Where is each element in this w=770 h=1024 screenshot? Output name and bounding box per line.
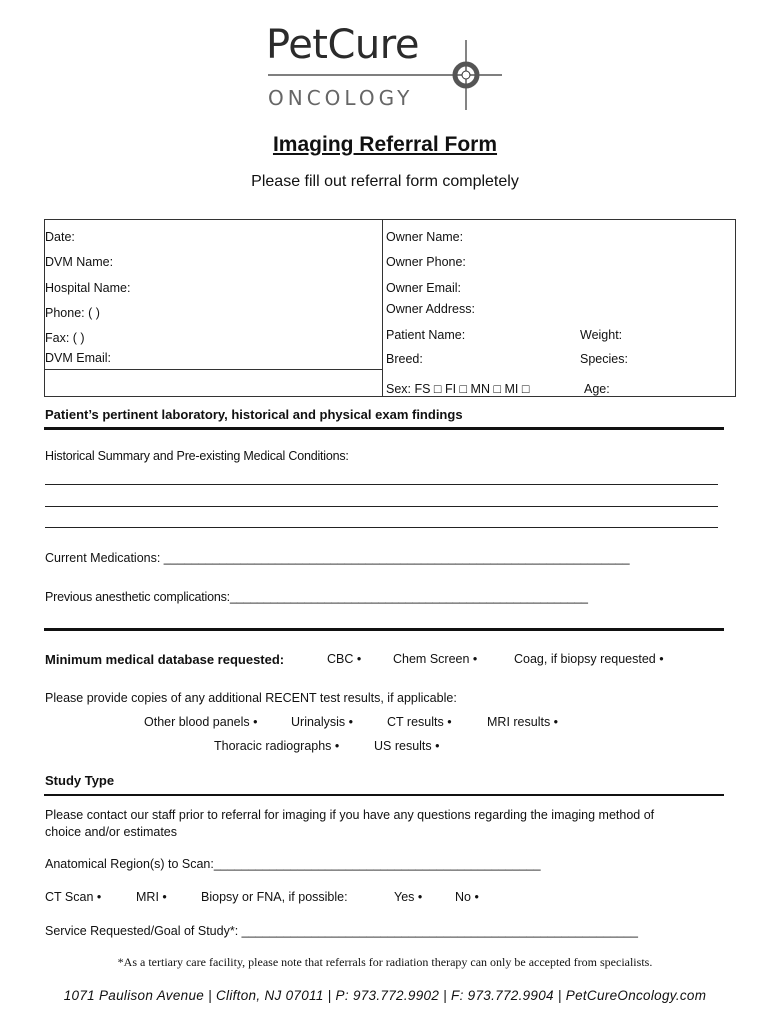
no-option[interactable]: No •: [455, 890, 479, 904]
blood-panels-option[interactable]: Other blood panels •: [144, 715, 258, 729]
study-rule: [44, 794, 724, 796]
crosshair-icon: [262, 18, 512, 113]
fax-field[interactable]: Fax: ( ): [45, 331, 85, 345]
findings-rule: [44, 427, 724, 430]
owner-name-field[interactable]: Owner Name:: [386, 230, 464, 244]
biopsy-label: Biopsy or FNA, if possible:: [201, 890, 348, 904]
date-field[interactable]: Date:: [45, 230, 75, 244]
form-subtitle: Please fill out referral form completely: [251, 173, 519, 190]
patient-name-field[interactable]: Patient Name:: [386, 328, 466, 342]
additional-results-text: Please provide copies of any additional RECENT test results, if applicable:: [45, 691, 457, 705]
mri-results-option[interactable]: MRI results •: [487, 715, 559, 729]
cbc-option[interactable]: CBC •: [327, 652, 362, 666]
species-field[interactable]: Species:: [580, 352, 628, 366]
anatomical-region-field[interactable]: Anatomical Region(s) to Scan:_______________________________________________: [45, 857, 541, 871]
contact-text-1: Please contact our staff prior to referral for imaging if you have any questions regarding the imaging method of: [45, 808, 655, 822]
sex-checkboxes[interactable]: Sex: FS □ FI □ MN □ MI □: [386, 382, 530, 396]
age-field[interactable]: Age:: [584, 382, 610, 396]
breed-field[interactable]: Breed:: [386, 352, 423, 366]
historical-line-3[interactable]: [45, 527, 718, 528]
dvm-email-field[interactable]: DVM Email:: [45, 351, 111, 365]
ct-scan-option[interactable]: CT Scan •: [45, 890, 102, 904]
owner-email-field[interactable]: Owner Email:: [386, 281, 462, 295]
thoracic-radiographs-option[interactable]: Thoracic radiographs •: [214, 739, 340, 753]
historical-line-2[interactable]: [45, 506, 718, 507]
footnote: *As a tertiary care facility, please note that referrals for radiation therapy can only be accepted from specialists.: [117, 955, 653, 969]
petcure-logo: [262, 18, 512, 113]
address-footer: 1071 Paulison Avenue | Clifton, NJ 07011 | P: 973.772.9902 | F: 973.772.9904 | PetCureOncology.com: [63, 988, 707, 1003]
medications-field[interactable]: Current Medications: ___________________________________________________________________: [45, 551, 630, 565]
historical-label: Historical Summary and Pre-existing Medical Conditions:: [45, 449, 349, 463]
owner-phone-field[interactable]: Owner Phone:: [386, 255, 466, 269]
us-results-option[interactable]: US results •: [374, 739, 440, 753]
form-title: Imaging Referral Form: [272, 133, 498, 156]
anesthetic-field[interactable]: Previous anesthetic complications:_____________________________________________________: [45, 590, 588, 604]
historical-line-1[interactable]: [45, 484, 718, 485]
chem-screen-option[interactable]: Chem Screen •: [393, 652, 478, 666]
coag-option[interactable]: Coag, if biopsy requested •: [514, 652, 664, 666]
info-row-line: [44, 369, 382, 370]
database-rule: [44, 628, 724, 631]
logo-wordmark: PetCure: [266, 22, 419, 68]
logo-subtitle: ONCOLOGY: [268, 86, 414, 110]
urinalysis-option[interactable]: Urinalysis •: [291, 715, 354, 729]
phone-field[interactable]: Phone: ( ): [45, 306, 100, 320]
database-label: Minimum medical database requested:: [45, 652, 285, 667]
yes-option[interactable]: Yes •: [394, 890, 423, 904]
contact-text-2: choice and/or estimates: [45, 825, 178, 839]
ct-results-option[interactable]: CT results •: [387, 715, 452, 729]
study-type-heading: Study Type: [45, 773, 115, 788]
weight-field[interactable]: Weight:: [580, 328, 623, 342]
owner-address-field[interactable]: Owner Address:: [386, 302, 475, 316]
service-requested-field[interactable]: Service Requested/Goal of Study*: _________________________________________________________: [45, 924, 638, 938]
dvm-name-field[interactable]: DVM Name:: [45, 255, 114, 269]
info-divider: [382, 219, 383, 397]
hospital-name-field[interactable]: Hospital Name:: [45, 281, 131, 295]
findings-heading: Patient’s pertinent laboratory, historical and physical exam findings: [45, 407, 463, 422]
mri-option[interactable]: MRI •: [136, 890, 167, 904]
